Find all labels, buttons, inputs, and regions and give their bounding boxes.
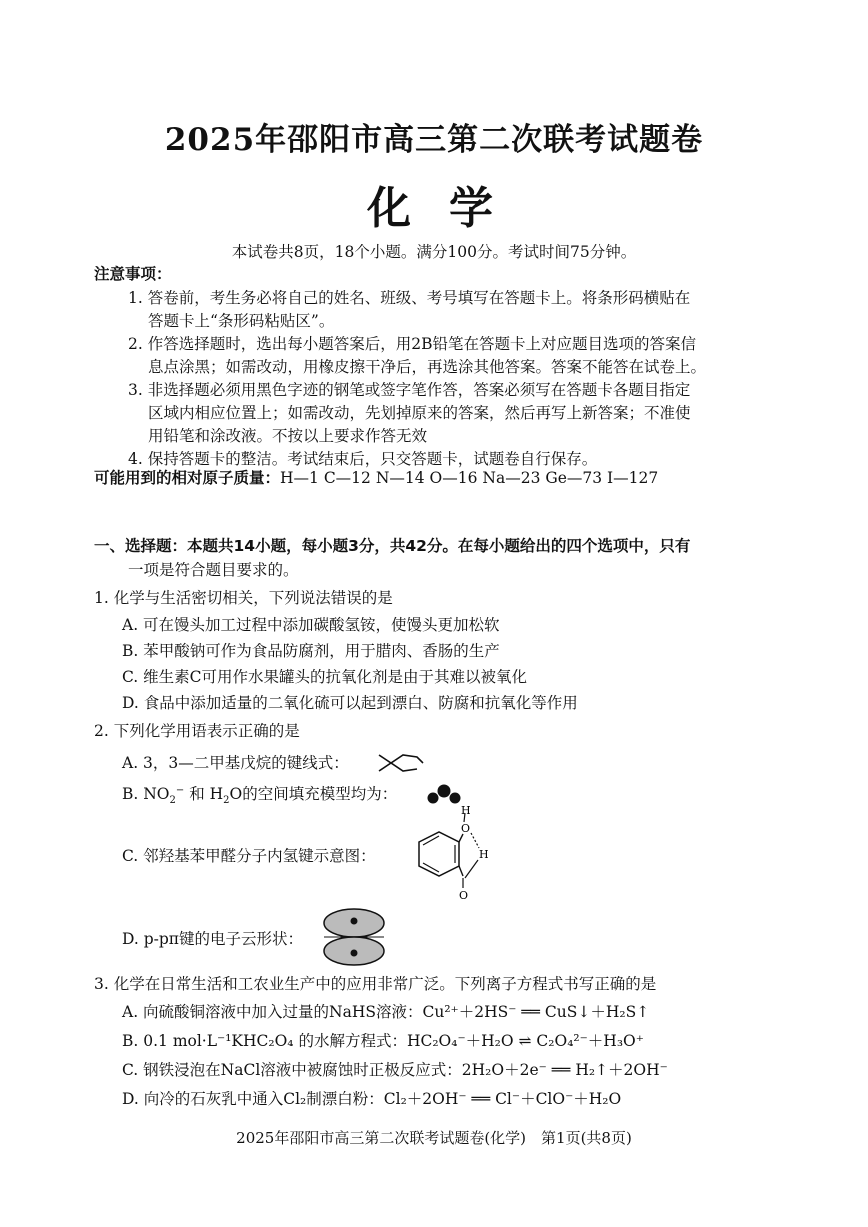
atomic-mass-values: H—1 C—12 N—14 O—16 Na—23 Ge—73 I—127 <box>280 469 659 487</box>
skeletal-formula-icon <box>377 752 425 776</box>
exam-title: 2025年邵阳市高三第二次联考试题卷 <box>164 122 704 158</box>
q1-option-d: D. 食品中添加适量的二氧化硫可以起到漂白、防腐和抗氧化等作用 <box>122 694 578 712</box>
subject-title: 化学 <box>367 183 531 234</box>
q2-stem: 2. 下列化学用语表示正确的是 <box>94 722 300 740</box>
q2-b-sub: 2 <box>223 795 230 807</box>
notice-line: 息点涂黑；如需改动，用橡皮擦干净后，再选涂其他答案。答案不能答在试卷上。 <box>148 358 707 376</box>
atom-label: O <box>459 889 469 902</box>
atom-label: H <box>461 804 471 817</box>
q2-b-text: 和 H <box>184 785 224 803</box>
q3-option-d: D. 向冷的石灰乳中通入Cl₂制漂白粉：Cl₂＋2OH⁻ ══ Cl⁻＋ClO⁻＋H₂O <box>122 1090 622 1108</box>
notice-line: 1. 答卷前，考生务必将自己的姓名、班级、考号填写在答题卡上。将条形码横贴在 <box>128 289 691 307</box>
q1-option-b: B. 苯甲酸钠可作为食品防腐剂，用于腊肉、香肠的生产 <box>122 642 500 660</box>
notice-line: 用铅笔和涂改液。不按以上要求作答无效 <box>148 427 428 445</box>
q2-b-text: O的空间填充模型均为： <box>229 785 398 803</box>
q3-option-c: C. 钢铁浸泡在NaCl溶液中被腐蚀时正极反应式：2H₂O＋2e⁻ ══ H₂↑＋2OH⁻ <box>122 1061 668 1079</box>
notice-line: 4. 保持答题卡的整洁。考试结束后，只交答题卡，试题卷自行保存。 <box>128 450 598 468</box>
q2-option-a: A. 3，3—二甲基戊烷的键线式： <box>122 754 349 772</box>
atomic-mass-label: 可能用到的相对原子质量： <box>94 469 281 487</box>
notice-line: 3. 非选择题必须用黑色字迹的钢笔或签字笔作答，答案必须写在答题卡各题目指定 <box>128 381 691 399</box>
space-filling-model-icon <box>425 783 465 805</box>
hydrogen-bond-structure-icon <box>405 804 495 902</box>
q2-option-c: C. 邻羟基苯甲醛分子内氢键示意图： <box>122 847 376 865</box>
q3-option-b: B. 0.1 mol·L⁻¹KHC₂O₄ 的水解方程式：HC₂O₄⁻＋H₂O ⇌ C₂O₄²⁻＋H₃O⁺ <box>122 1032 644 1050</box>
q1-option-a: A. 可在馒头加工过程中添加碳酸氢铵，使馒头更加松软 <box>122 616 500 634</box>
notice-line: 区域内相应位置上；如需改动，先划掉原来的答案，然后再写上新答案；不准使 <box>148 404 691 422</box>
atom-label: H <box>479 848 489 861</box>
q3-option-a: A. 向硫酸铜溶液中加入过量的NaHS溶液：Cu²⁺＋2HS⁻ ══ CuS↓＋H₂S↑ <box>122 1003 650 1021</box>
atom-label: O <box>461 822 471 835</box>
page-footer: 2025年邵阳市高三第二次联考试题卷(化学) 第1页(共8页) <box>236 1129 632 1147</box>
q2-b-text: B. NO <box>122 785 170 803</box>
notice-heading: 注意事项： <box>94 265 172 283</box>
q2-option-b <box>122 783 397 805</box>
q3-stem: 3. 化学在日常生活和工农业生产中的应用非常广泛。下列离子方程式书写正确的是 <box>94 975 657 993</box>
exam-info: 本试卷共8页，18个小题。满分100分。考试时间75分钟。 <box>231 243 637 261</box>
section-heading-cont: 一项是符合题目要求的。 <box>128 561 299 579</box>
q1-option-c: C. 维生素C可用作水果罐头的抗氧化剂是由于其难以被氧化 <box>122 668 528 686</box>
q1-stem: 1. 化学与生活密切相关，下列说法错误的是 <box>94 589 393 607</box>
q2-option-d: D. p-pπ键的电子云形状： <box>122 930 303 948</box>
notice-line: 答题卡上“条形码粘贴区”。 <box>148 312 335 330</box>
notice-line: 2. 作答选择题时，选出每小题答案后，用2B铅笔在答题卡上对应题目选项的答案信 <box>128 335 696 353</box>
section-heading-text: 一、选择题：本题共14小题，每小题3分，共42分。在每小题给出的四个选项中，只有 <box>94 537 691 555</box>
electron-cloud-icon <box>322 906 386 968</box>
atomic-mass-row <box>94 467 658 489</box>
q2-b-sub: 2 <box>169 795 176 807</box>
section-heading <box>94 535 690 557</box>
q2-b-sup: − <box>175 784 185 796</box>
